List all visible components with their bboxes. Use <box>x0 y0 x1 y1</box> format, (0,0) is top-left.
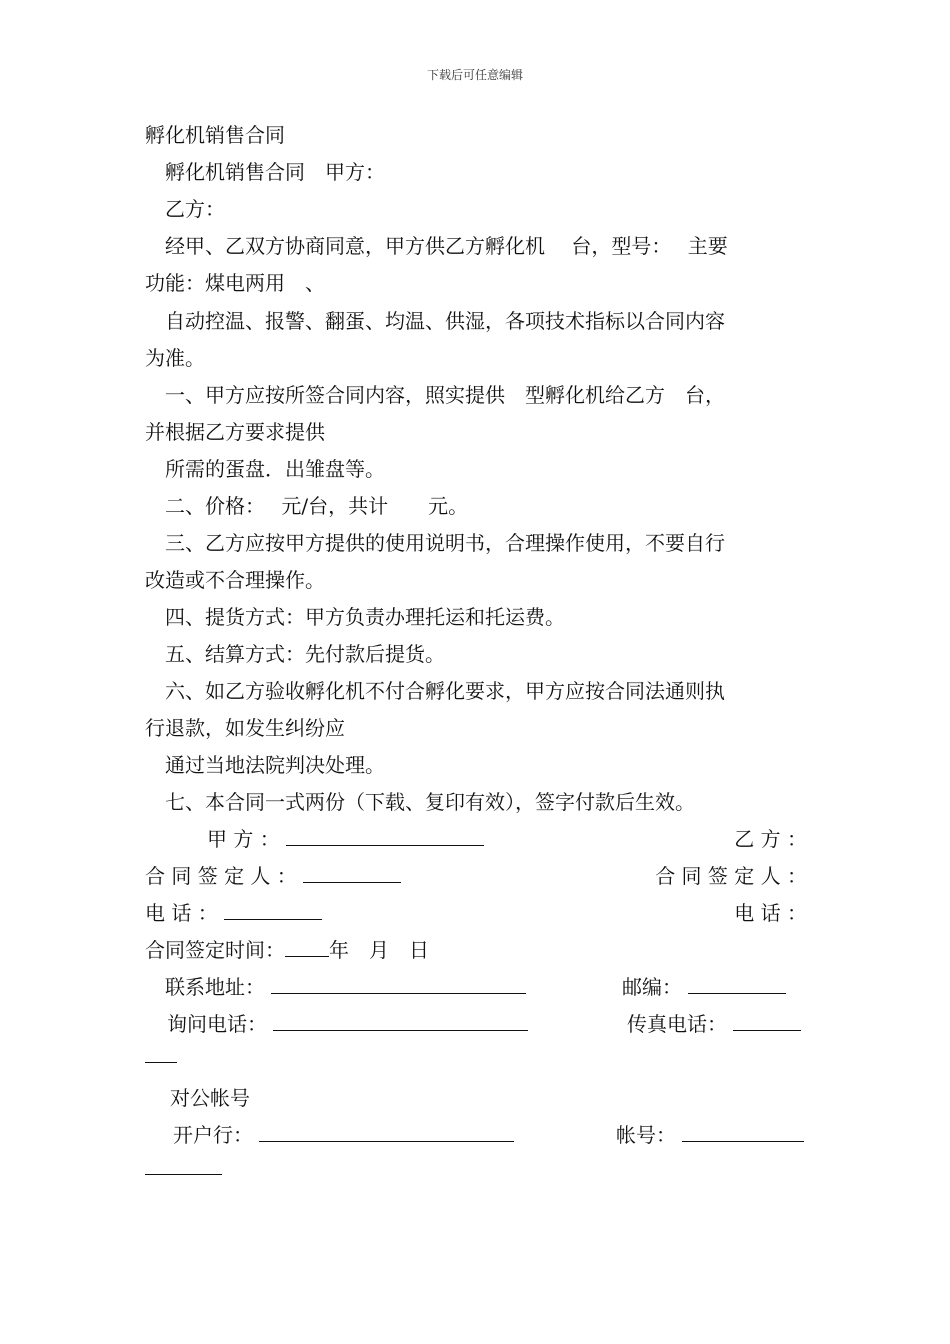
clause4-line: 四、提货方式：甲方负责办理托运和托运费。 <box>165 605 565 629</box>
month-label: 月 <box>369 938 389 962</box>
clause6-line1: 六、如乙方验收孵化机不付合孵化要求，甲方应按合同法通则执 <box>165 679 725 703</box>
postcode-label: 邮编： <box>622 975 682 999</box>
account-no-field[interactable] <box>682 1121 804 1142</box>
phone-a-label: 电 话 ： <box>145 901 218 925</box>
clause1-line3: 所需的蛋盘．出雏盘等。 <box>165 457 385 481</box>
signer-a-field[interactable] <box>303 862 401 883</box>
party-a-label: 甲 方 ： <box>207 827 280 851</box>
para2-line1: 自动控温、报警、翻蛋、均温、供湿，各项技术指标以合同内容 <box>165 309 725 333</box>
party-b-sign-label: 乙 方 ： <box>734 827 807 851</box>
phone-row <box>145 894 807 932</box>
intro-line: 孵化机销售合同 甲方： <box>165 160 385 184</box>
account-title: 对公帐号 <box>170 1086 250 1110</box>
clause5-line: 五、结算方式：先付款后提货。 <box>165 642 445 666</box>
sign-date-label: 合同签定时间： <box>145 938 285 962</box>
para1-line2: 功能：煤电两用 、 <box>145 271 325 295</box>
inquiry-label: 询问电话： <box>167 1012 267 1036</box>
fax-field[interactable] <box>733 1010 801 1031</box>
year-label: 年 <box>329 938 349 962</box>
party-a-field[interactable] <box>286 825 484 846</box>
sign-date-row <box>145 931 807 969</box>
signer-a-label: 合 同 签 定 人 ： <box>145 864 297 888</box>
account-no-label: 帐号： <box>616 1123 676 1147</box>
clause6-line3: 通过当地法院判决处理。 <box>165 753 385 777</box>
clause3-line1: 三、乙方应按甲方提供的使用说明书，合理操作使用，不要自行 <box>165 531 725 555</box>
signer-b-label: 合 同 签 定 人 ： <box>655 864 807 888</box>
clause6-line2: 行退款，如发生纠纷应 <box>145 716 345 740</box>
bank-label: 开户行： <box>173 1123 253 1147</box>
phone-a-field[interactable] <box>224 899 322 920</box>
party-b-line: 乙方： <box>165 197 225 221</box>
para1-line1: 经甲、乙双方协商同意，甲方供乙方孵化机 台，型号： 主要 <box>165 234 728 258</box>
clause2-line: 二、价格： 元/台，共计 元。 <box>165 494 469 518</box>
para2-line2: 为准。 <box>145 346 205 370</box>
clause3-line2: 改造或不合理操作。 <box>145 568 325 592</box>
fax-label: 传真电话： <box>627 1012 727 1036</box>
contract-title: 孵化机销售合同 <box>145 123 285 147</box>
day-label: 日 <box>409 938 429 962</box>
clause1-line2: 并根据乙方要求提供 <box>145 420 325 444</box>
sign-year-field[interactable] <box>285 936 329 957</box>
address-label: 联系地址： <box>165 975 265 999</box>
inquiry-field[interactable] <box>273 1010 528 1031</box>
party-sign-row <box>145 820 807 858</box>
phone-b-label: 电 话 ： <box>734 901 807 925</box>
bank-field[interactable] <box>259 1121 514 1142</box>
page-header: 下载后可任意编辑 <box>426 68 523 82</box>
account-no-continuation <box>145 1174 222 1175</box>
clause1-line1: 一、甲方应按所签合同内容，照实提供 型孵化机给乙方 台， <box>165 383 725 407</box>
fax-field-continuation <box>145 1062 177 1063</box>
postcode-field[interactable] <box>688 973 786 994</box>
address-field[interactable] <box>271 973 526 994</box>
signer-row <box>145 857 807 895</box>
clause7-line: 七、本合同一式两份（下载、复印有效），签字付款后生效。 <box>165 790 695 814</box>
